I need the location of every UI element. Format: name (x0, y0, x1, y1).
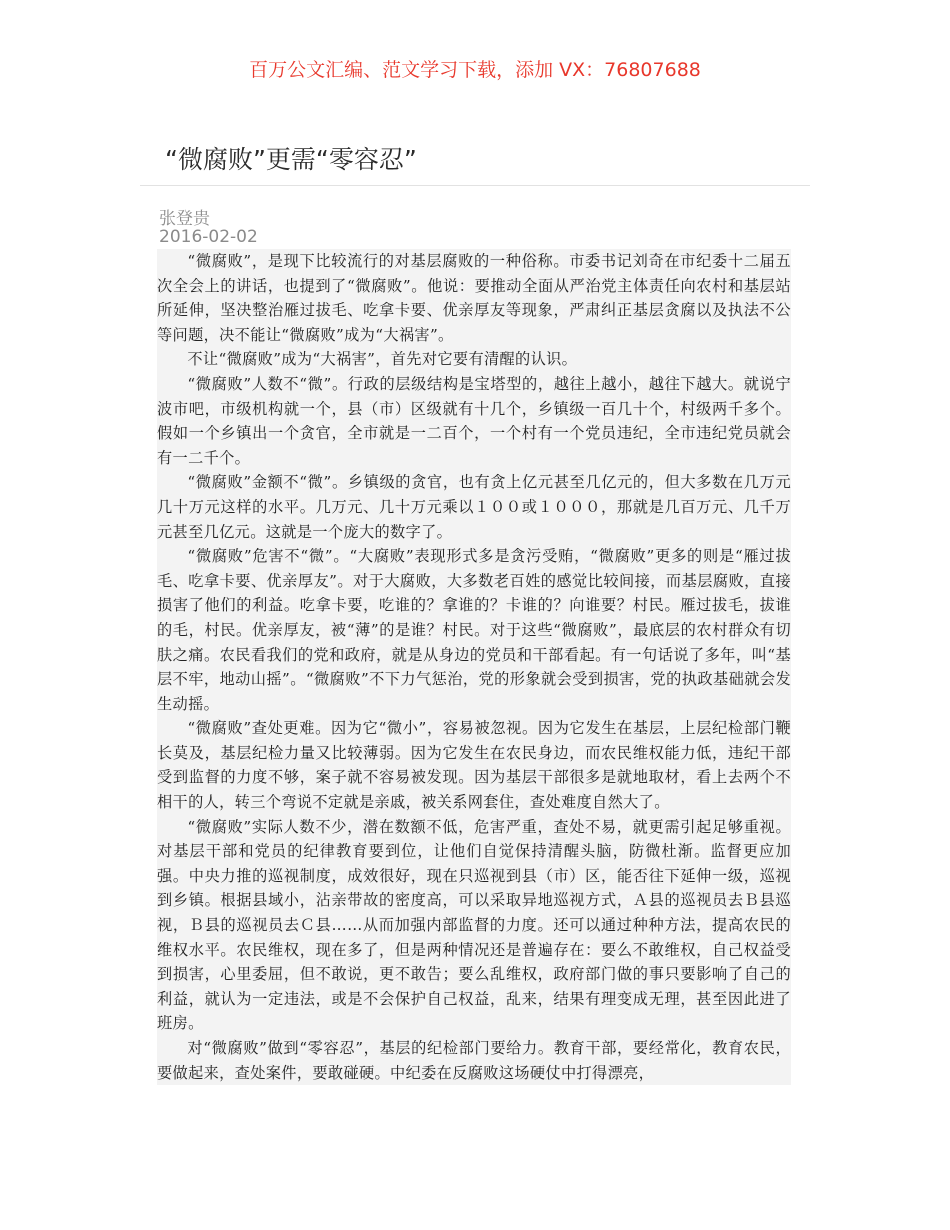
article-body (157, 249, 791, 1085)
article-paragraph: “微腐败”查处更难。因为它“微小”，容易被忽视。因为它发生在基层，上层纪检部门鞭长莫及，基层纪检力量又比较薄弱。因为它发生在农民身边，而农民维权能力低，违纪干部受到监督的力度不够，案子就不容易被发现。因为基层干部很多是就地取材，看上去两个不相干的人，转三个弯说不定就是亲戚，被关系网套住，查处难度自然大了。 (157, 719, 791, 812)
promo-banner: 百万公文汇编、范文学习下载，添加 VX：76807688 (249, 59, 701, 81)
title-divider (140, 185, 810, 186)
article-paragraph: 不让“微腐败”成为“大祸害”，首先对它要有清醒的认识。 (187, 350, 578, 369)
article-date: 2016-02-02 (159, 227, 258, 247)
article-author: 张登贵 (159, 209, 210, 229)
article-paragraph: “微腐败”，是现下比较流行的对基层腐败的一种俗称。市委书记刘奇在市纪委十二届五次全会上的讲话，也提到了“微腐败”。他说：要推动全面从严治党主体责任向农村和基层站所延伸，坚决整治雁过拔毛、吃拿卡要、优亲厚友等现象，严肃纠正基层贪腐以及执法不公等问题，决不能让“微腐败”成为“大祸害”。 (157, 252, 791, 344)
article-paragraph: 对“微腐败”做到“零容忍”，基层的纪检部门要给力。教育干部，要经常化，教育农民，要做起来，查处案件，要敢碰硬。中纪委在反腐败这场硬仗中打得漂亮， (157, 1039, 791, 1082)
article-paragraph: “微腐败”金额不“微”。乡镇级的贪官，也有贪上亿元甚至几亿元的，但大多数在几万元几十万元这样的水平。几万元、几十万元乘以１００或１０００，那就是几百万元、几千万元甚至几亿元。这就是一个庞大的数字了。 (157, 473, 791, 541)
article-paragraph: “微腐败”实际人数不少，潜在数额不低，危害严重，查处不易，就更需引起足够重视。对基层干部和党员的纪律教育要到位，让他们自觉保持清醒头脑，防微杜渐。监督更应加强。中央力推的巡视制度，成效很好，现在只巡视到县（市）区，能否往下延伸一级，巡视到乡镇。根据县域小，沾亲带故的密度高，可以采取异地巡视方式，Ａ县的巡视员去Ｂ县巡视，Ｂ县的巡视员去Ｃ县……从而加强内部监督的力度。还可以通过种种方法，提高农民的维权水平。农民维权，现在多了，但是两种情况还是普遍存在：要么不敢维权，自己权益受到损害，心里委屈，但不敢说，更不敢告；要么乱维权，政府部门做的事只要影响了自己的利益，就认为一定违法，或是不会保护自己权益，乱来，结果有理变成无理，甚至因此进了班房。 (157, 817, 791, 1033)
article-paragraph: “微腐败”人数不“微”。行政的层级结构是宝塔型的，越往上越小，越往下越大。就说宁波市吧，市级机构就一个，县（市）区级就有十几个，乡镇级一百几十个，村级两千多个。假如一个乡镇出一个贪官，全市就是一二百个，一个村有一个党员违纪，全市违纪党员就会有一二千个。 (157, 374, 791, 467)
article-paragraph: “微腐败”危害不“微”。“大腐败”表现形式多是贪污受贿，“微腐败”更多的则是“雁过拔毛、吃拿卡要、优亲厚友”。对于大腐败，大多数老百姓的感觉比较间接，而基层腐败，直接损害了他们的利益。吃拿卡要，吃谁的？拿谁的？卡谁的？向谁要？村民。雁过拔毛，拔谁的毛，村民。优亲厚友，被“薄”的是谁？村民。对于这些“微腐败”，最底层的农村群众有切肤之痛。农民看我们的党和政府，就是从身边的党员和干部看起。有一句话说了多年，叫“基层不牢，地动山摇”。“微腐败”不下力气惩治，党的形象就会受到损害，党的执政基础就会发生动摇。 (157, 547, 791, 713)
article-title: “微腐败”更需“零容忍” (165, 145, 417, 174)
